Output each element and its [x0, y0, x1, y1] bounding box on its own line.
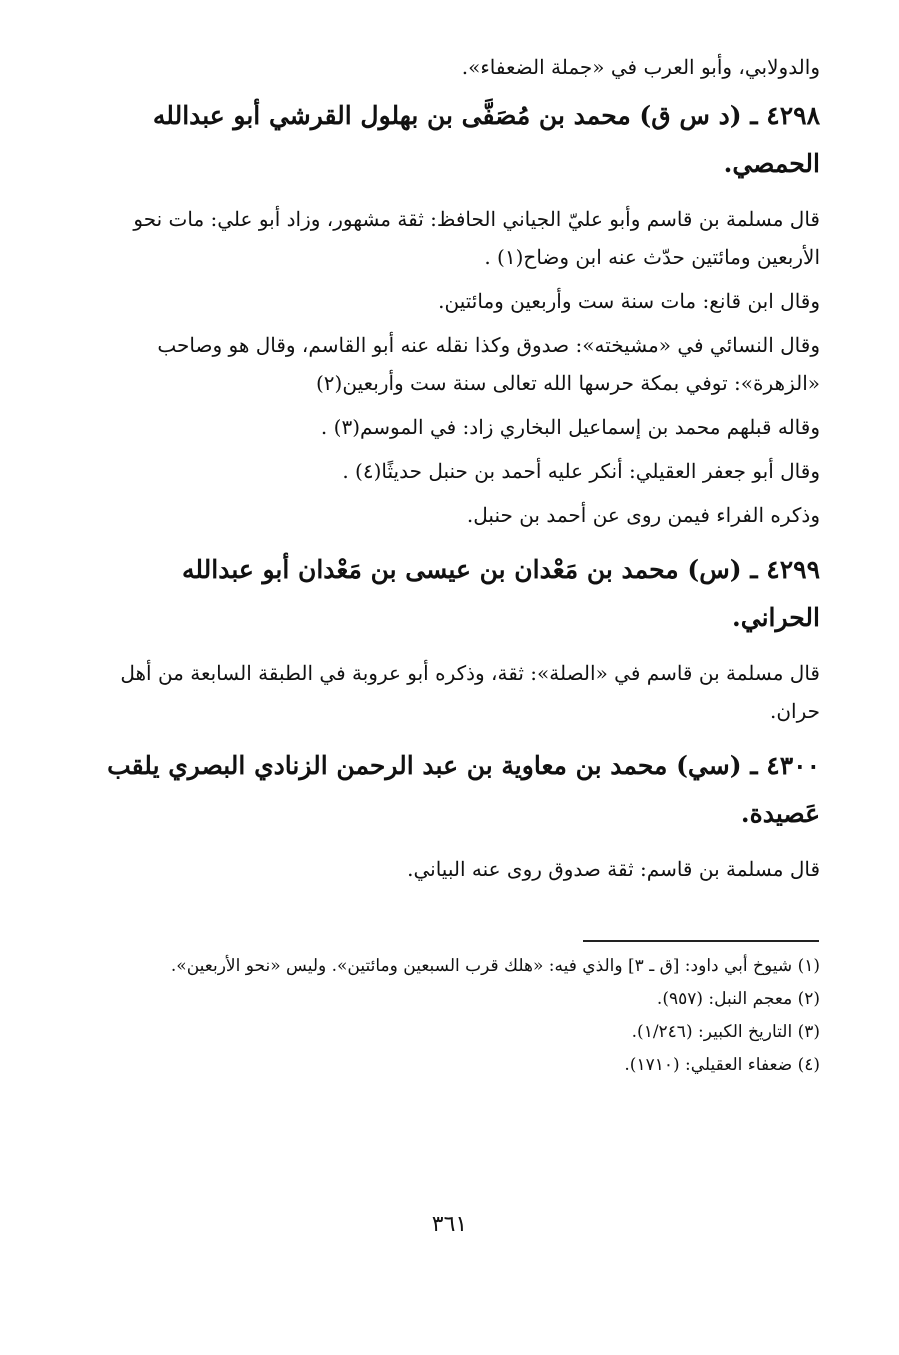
entry-heading-4299: ٤٢٩٩ ـ (س) محمد بن مَعْدان بن عيسى بن مَعْدان أبو عبدالله الحراني. — [181, 555, 820, 632]
footnote-divider — [583, 940, 819, 942]
paragraph: وقاله قبلهم محمد بن إسماعيل البخاري زاد: في الموسم(٣) . — [320, 415, 820, 439]
footnotes — [140, 950, 820, 1082]
footnote-3: (٣) التاريخ الكبير: (١/٢٤٦). — [631, 1022, 820, 1042]
paragraph: وقال أبو جعفر العقيلي: أنكر عليه أحمد بن حنبل حديثًا(٤) . — [342, 459, 820, 483]
paragraph: وقال النسائي في «مشيخته»: صدوق وكذا نقله عنه أبو القاسم، وقال هو وصاحب «الزهرة»: توفي بمكة حرسها الله تعالى سنة ست وأربعين(٢) — [157, 333, 820, 395]
paragraph-continuation: والدولابي، وأبو العرب في «جملة الضعفاء». — [461, 55, 820, 79]
footnote-2: (٢) معجم النبل: (٩٥٧). — [656, 989, 820, 1009]
footnote-1: (١) شيوخ أبي داود: [ق ـ ٣] والذي فيه: «هلك قرب السبعين ومائتين». وليس «نحو الأربعين». — [170, 956, 820, 976]
paragraph: قال مسلمة بن قاسم: ثقة صدوق روى عنه البياني. — [407, 857, 820, 881]
footnote-4: (٤) ضعفاء العقيلي: (١٧١٠). — [624, 1055, 820, 1075]
paragraph: قال مسلمة بن قاسم في «الصلة»: ثقة، وذكره أبو عروبة في الطبقة السابعة من أهل حران. — [120, 661, 820, 723]
paragraph: وقال ابن قانع: مات سنة ست وأربعين ومائتين. — [438, 289, 820, 313]
entry-heading-4300: ٤٣٠٠ ـ (سي) محمد بن معاوية بن عبد الرحمن الزنادي البصري يلقب عَصيدة. — [107, 751, 820, 828]
page-number: ٣٦١ — [431, 1212, 468, 1237]
main-text — [100, 48, 820, 888]
paragraph: قال مسلمة بن قاسم وأبو عليّ الجياني الحافظ: ثقة مشهور، وزاد أبو علي: مات نحو الأربعين ومائتين حدّث عنه ابن وضاح(١) . — [133, 207, 820, 269]
paragraph: وذكره الفراء فيمن روى عن أحمد بن حنبل. — [466, 503, 820, 527]
entry-heading-4298: ٤٢٩٨ ـ (د س ق) محمد بن مُصَفَّى بن بهلول القرشي أبو عبدالله الحمصي. — [152, 101, 820, 178]
